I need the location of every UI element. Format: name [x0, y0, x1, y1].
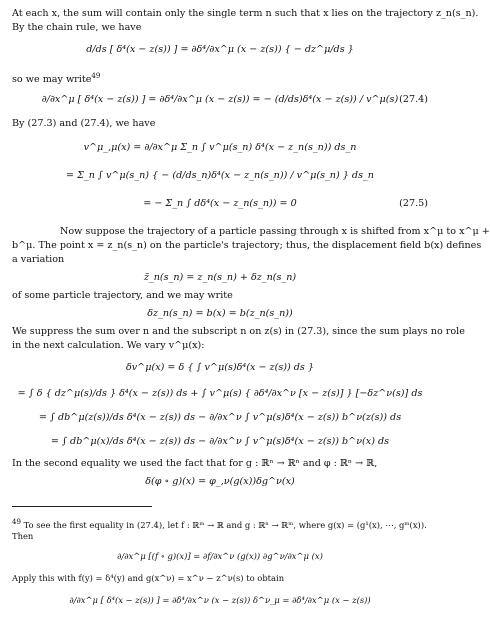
- paragraph-text: Now suppose the trajectory of a particle passing through x is shifted from x^μ to x^μ +: [60, 226, 490, 237]
- equation-number: (27.5): [399, 198, 428, 209]
- equation-variation-line-4: = ∫ db^μ(x)/ds δ⁴(x − z(s)) ds − ∂/∂x^ν ∫ v^μ(s)δ⁴(x − z(s)) b^ν(x) ds: [50, 436, 390, 447]
- equation-variation: z̃_n(s_n) = z_n(s_n) + δz_n(s_n): [143, 272, 297, 283]
- paragraph-text: We suppress the sum over n and the subscript n on z(s) in (27.3), since the sum plays no role: [12, 326, 465, 337]
- equation-number: (27.4): [399, 94, 428, 105]
- footnote-marker: 49: [12, 518, 21, 526]
- equation-27-5-line-1: v^μ_,μ(x) = ∂/∂x^μ Σ_n ∫ v^μ(s_n) δ⁴(x − z_n(s_n)) ds_n: [83, 142, 357, 153]
- paragraph-text: b^μ. The point x = z_n(s_n) on the particle's trajectory; thus, the displacement field b(x) defines: [12, 240, 482, 251]
- paragraph-text: in the next calculation. We vary v^μ(x):: [12, 340, 205, 351]
- footnote-equation: ∂/∂x^μ [(f ∘ g)(x)] = ∂f/∂x^ν (g(x)) ∂g^ν/∂x^μ (x): [117, 551, 323, 561]
- paragraph-text: At each x, the sum will contain only the single term n such that x lies on the trajectory z_n(s_n).: [12, 8, 479, 19]
- equation-chain-rule: d/ds [ δ⁴(x − z(s)) ] = ∂δ⁴/∂x^μ (x − z(s)) { − dz^μ/ds }: [86, 44, 354, 55]
- paragraph-text: By (27.3) and (27.4), we have: [12, 118, 156, 129]
- equation-composition: δ(φ ∘ g)(x) = φ_,ν(g(x))δg^ν(x): [145, 476, 295, 487]
- footnote-reference[interactable]: 49: [91, 72, 101, 80]
- footnote-equation: ∂/∂x^μ [ δ⁴(x − z(s)) ] = ∂δ⁴/∂x^ν (x − z(s)) δ^ν_μ = ∂δ⁴/∂x^μ (x − z(s)): [69, 595, 371, 605]
- paragraph-text: By the chain rule, we have: [12, 22, 142, 33]
- footnote-text: Apply this with f(y) = δ⁴(y) and g(x^ν) = x^ν − z^ν(s) to obtain: [12, 573, 285, 583]
- equation-27-5-line-2: = Σ_n ∫ v^μ(s_n) { − (d/ds_n)δ⁴(x − z_n(s_n)) / v^μ(s_n) } ds_n: [66, 170, 374, 181]
- paragraph-text: a variation: [12, 254, 65, 265]
- equation-variation-line-3: = ∫ db^μ(z(s))/ds δ⁴(x − z(s)) ds − ∂/∂x^ν ∫ v^μ(s)δ⁴(x − z(s)) b^ν(z(s)) ds: [38, 412, 402, 423]
- equation-variation-line-1: δv^μ(x) = δ { ∫ v^μ(s)δ⁴(x − z(s)) ds }: [125, 362, 315, 373]
- paragraph-text: In the second equality we used the fact that for g : ℝⁿ → ℝⁿ and φ : ℝⁿ → ℝ,: [12, 458, 378, 469]
- equation-27-5-line-3: = − Σ_n ∫ dδ⁴(x − z_n(s_n)) = 0: [143, 198, 297, 209]
- paragraph-text: of some particle trajectory, and we may write: [12, 290, 233, 301]
- footnote-fragment: To see the first equality in (27.4), let f : ℝᵐ → ℝ and g : ℝⁿ → ℝᵐ, where g(x) = (g¹(x), ⋯, gᵐ(x)).: [23, 519, 427, 530]
- equation-delta-z: δz_n(s_n) = b(x) = b(z_n(s_n)): [147, 308, 293, 319]
- footnote-divider: [12, 506, 152, 507]
- footnote-text: Then: [12, 531, 34, 541]
- equation-27-4: ∂/∂x^μ [ δ⁴(x − z(s)) ] = ∂δ⁴/∂x^μ (x − z(s)) = − (d/ds)δ⁴(x − z(s)) / v^μ(s): [41, 94, 399, 105]
- footnote-text: [12, 516, 427, 531]
- paragraph-fragment: so we may write: [12, 74, 92, 86]
- equation-variation-line-2: = ∫ δ { dz^μ(s)/ds } δ⁴(x − z(s)) ds + ∫ v^μ(s) { ∂δ⁴/∂x^ν [x − z(s)] } [−δz^ν(s)] ds: [17, 388, 423, 399]
- paragraph-text: [12, 70, 100, 86]
